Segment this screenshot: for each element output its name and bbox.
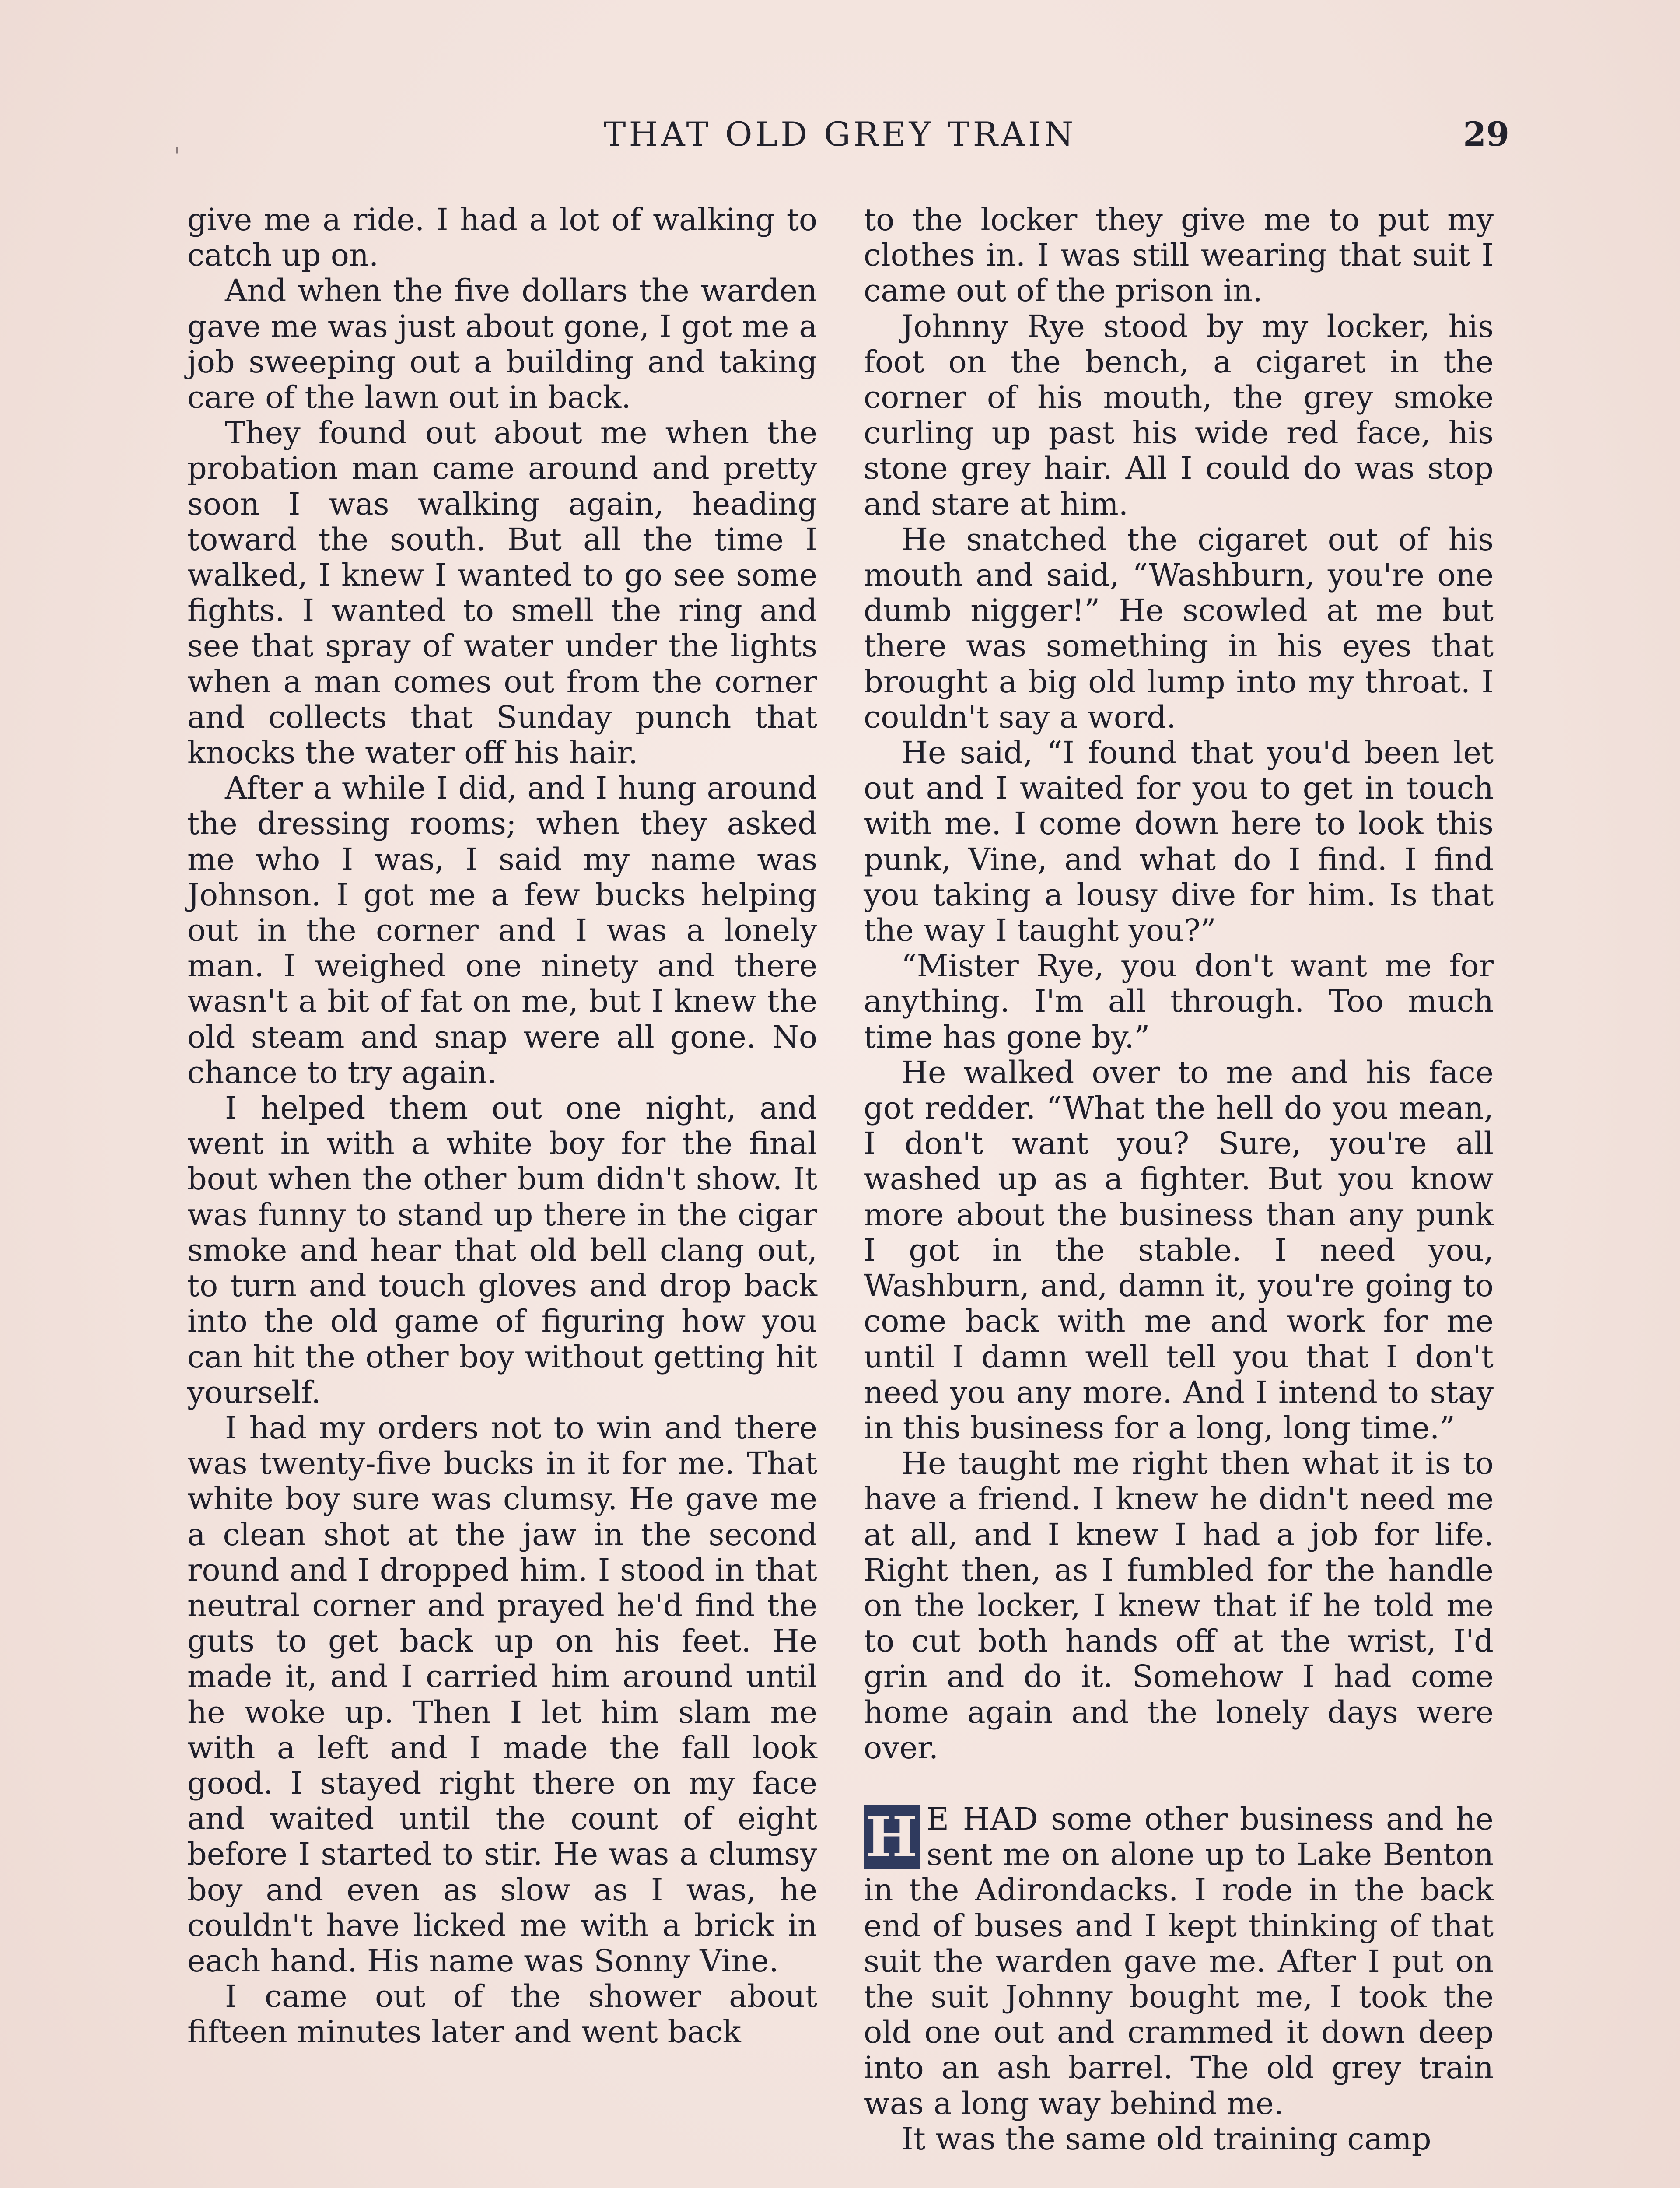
margin-mark: ˌ xyxy=(173,126,181,157)
paragraph: “Mister Rye, you don't want me for anything. I'm all through. Too much time has gone by.” xyxy=(864,948,1494,1055)
paragraph: And when the five dollars the warden gave me was just about gone, I got me a job sweeping out a building and taking care of the lawn out in back. xyxy=(187,273,817,416)
section-text: some other business and he sent me on alone up to Lake Benton in the Adirondacks. I rode in the back end of buses and I kept thinking of that suit the warden gave me. After I put on the suit Johnny bought me, I took the old one out and crammed it down deep into an ash barrel. The old grey train was a long way behind me. xyxy=(864,1801,1494,2121)
paragraph: I helped them out one night, and went in with a white boy for the final bout when the other bum didn't show. It was funny to stand up there in the cigar smoke and hear that old bell clang out, to turn and touch gloves and drop back into the old game of figuring how you can hit the other boy without getting hit yourself. xyxy=(187,1090,817,1410)
paragraph: Johnny Rye stood by my locker, his foot on the bench, a cigaret in the corner of his mouth, the grey smoke curling up past his wide red face, his stone grey hair. All I could do was stop and stare at him. xyxy=(864,308,1494,522)
section-two xyxy=(864,1802,1494,2157)
page-number: 29 xyxy=(1463,115,1509,154)
paragraph: After a while I did, and I hung around the dressing rooms; when they asked me who I was, I said my name was Johnson. I got me a few bucks helping out in the corner and I was a lonely man. I weighed one ninety and there wasn't a bit of fat on me, but I knew the old steam and snap were all gone. No chance to try again. xyxy=(187,770,817,1090)
paragraph: He snatched the cigaret out of his mouth and said, “Washburn, you're one dumb nigger!” He scowled at me but there was something in his eyes that brought a big old lump into my throat. I couldn't say a word. xyxy=(864,521,1494,735)
paragraph: He walked over to me and his face got redder. “What the hell do you mean, I don't want you? Sure, you're all washed up as a fighter. But you know more about the business than any punk I got in the stable. I need you, Washburn, and, damn it, you're going to come back with me and work for me until I damn well tell you that I don't need you any more. And I intend to stay in this business for a long, long time.” xyxy=(864,1054,1494,1446)
text-column-right xyxy=(864,202,1494,2157)
paragraph: He said, “I found that you'd been let out and I waited for you to get in touch with me. I come down here to look this punk, Vine, and what do I find. I find you taking a lousy dive for him. Is that the way I taught you?” xyxy=(864,735,1494,949)
paragraph: to the locker they give me to put my clothes in. I was still wearing that suit I came out of the prison in. xyxy=(864,202,1494,309)
paragraph: I had my orders not to win and there was twenty-five bucks in it for me. That white boy sure was clumsy. He gave me a clean shot at the jaw in the second round and I dropped him. I stood in that neutral corner and prayed he'd find the guts to get back up on his feet. He made it, and I carried him around until he woke up. Then I let him slam me with a left and I made the fall look good. I stayed right there on my face and waited until the count of eight before I started to stir. He was a clumsy boy and even as slow as I was, he couldn't have licked me with a brick in each hand. His name was Sonny Vine. xyxy=(187,1410,817,1979)
lead-in-text: E HAD xyxy=(927,1801,1039,1837)
paragraph: They found out about me when the probation man came around and pretty soon I was walking again, heading toward the south. But all the time I walked, I knew I wanted to go see some fights. I wanted to smell the ring and see that spray of water under the lights when a man comes out from the corner and collects that Sunday punch that knocks the water off his hair. xyxy=(187,415,817,771)
text-column-left xyxy=(187,202,817,2050)
drop-cap: H xyxy=(864,1805,920,1869)
paragraph: He taught me right then what it is to have a friend. I knew he didn't need me at all, and I knew I had a job for life. Right then, as I fumbled for the handle on the locker, I knew that if he told me to cut both hands off at the wrist, I'd grin and do it. Somehow I had come home again and the lonely days were over. xyxy=(864,1445,1494,1766)
paragraph: give me a ride. I had a lot of walking to catch up on. xyxy=(187,202,817,274)
section-opening-paragraph xyxy=(864,1802,1494,2121)
page-header xyxy=(184,115,1509,167)
running-title: THAT OLD GREY TRAIN xyxy=(603,115,1077,154)
paragraph: It was the same old training camp xyxy=(901,2121,1432,2157)
paragraph: I came out of the shower about fifteen minutes later and went back xyxy=(187,1978,817,2050)
